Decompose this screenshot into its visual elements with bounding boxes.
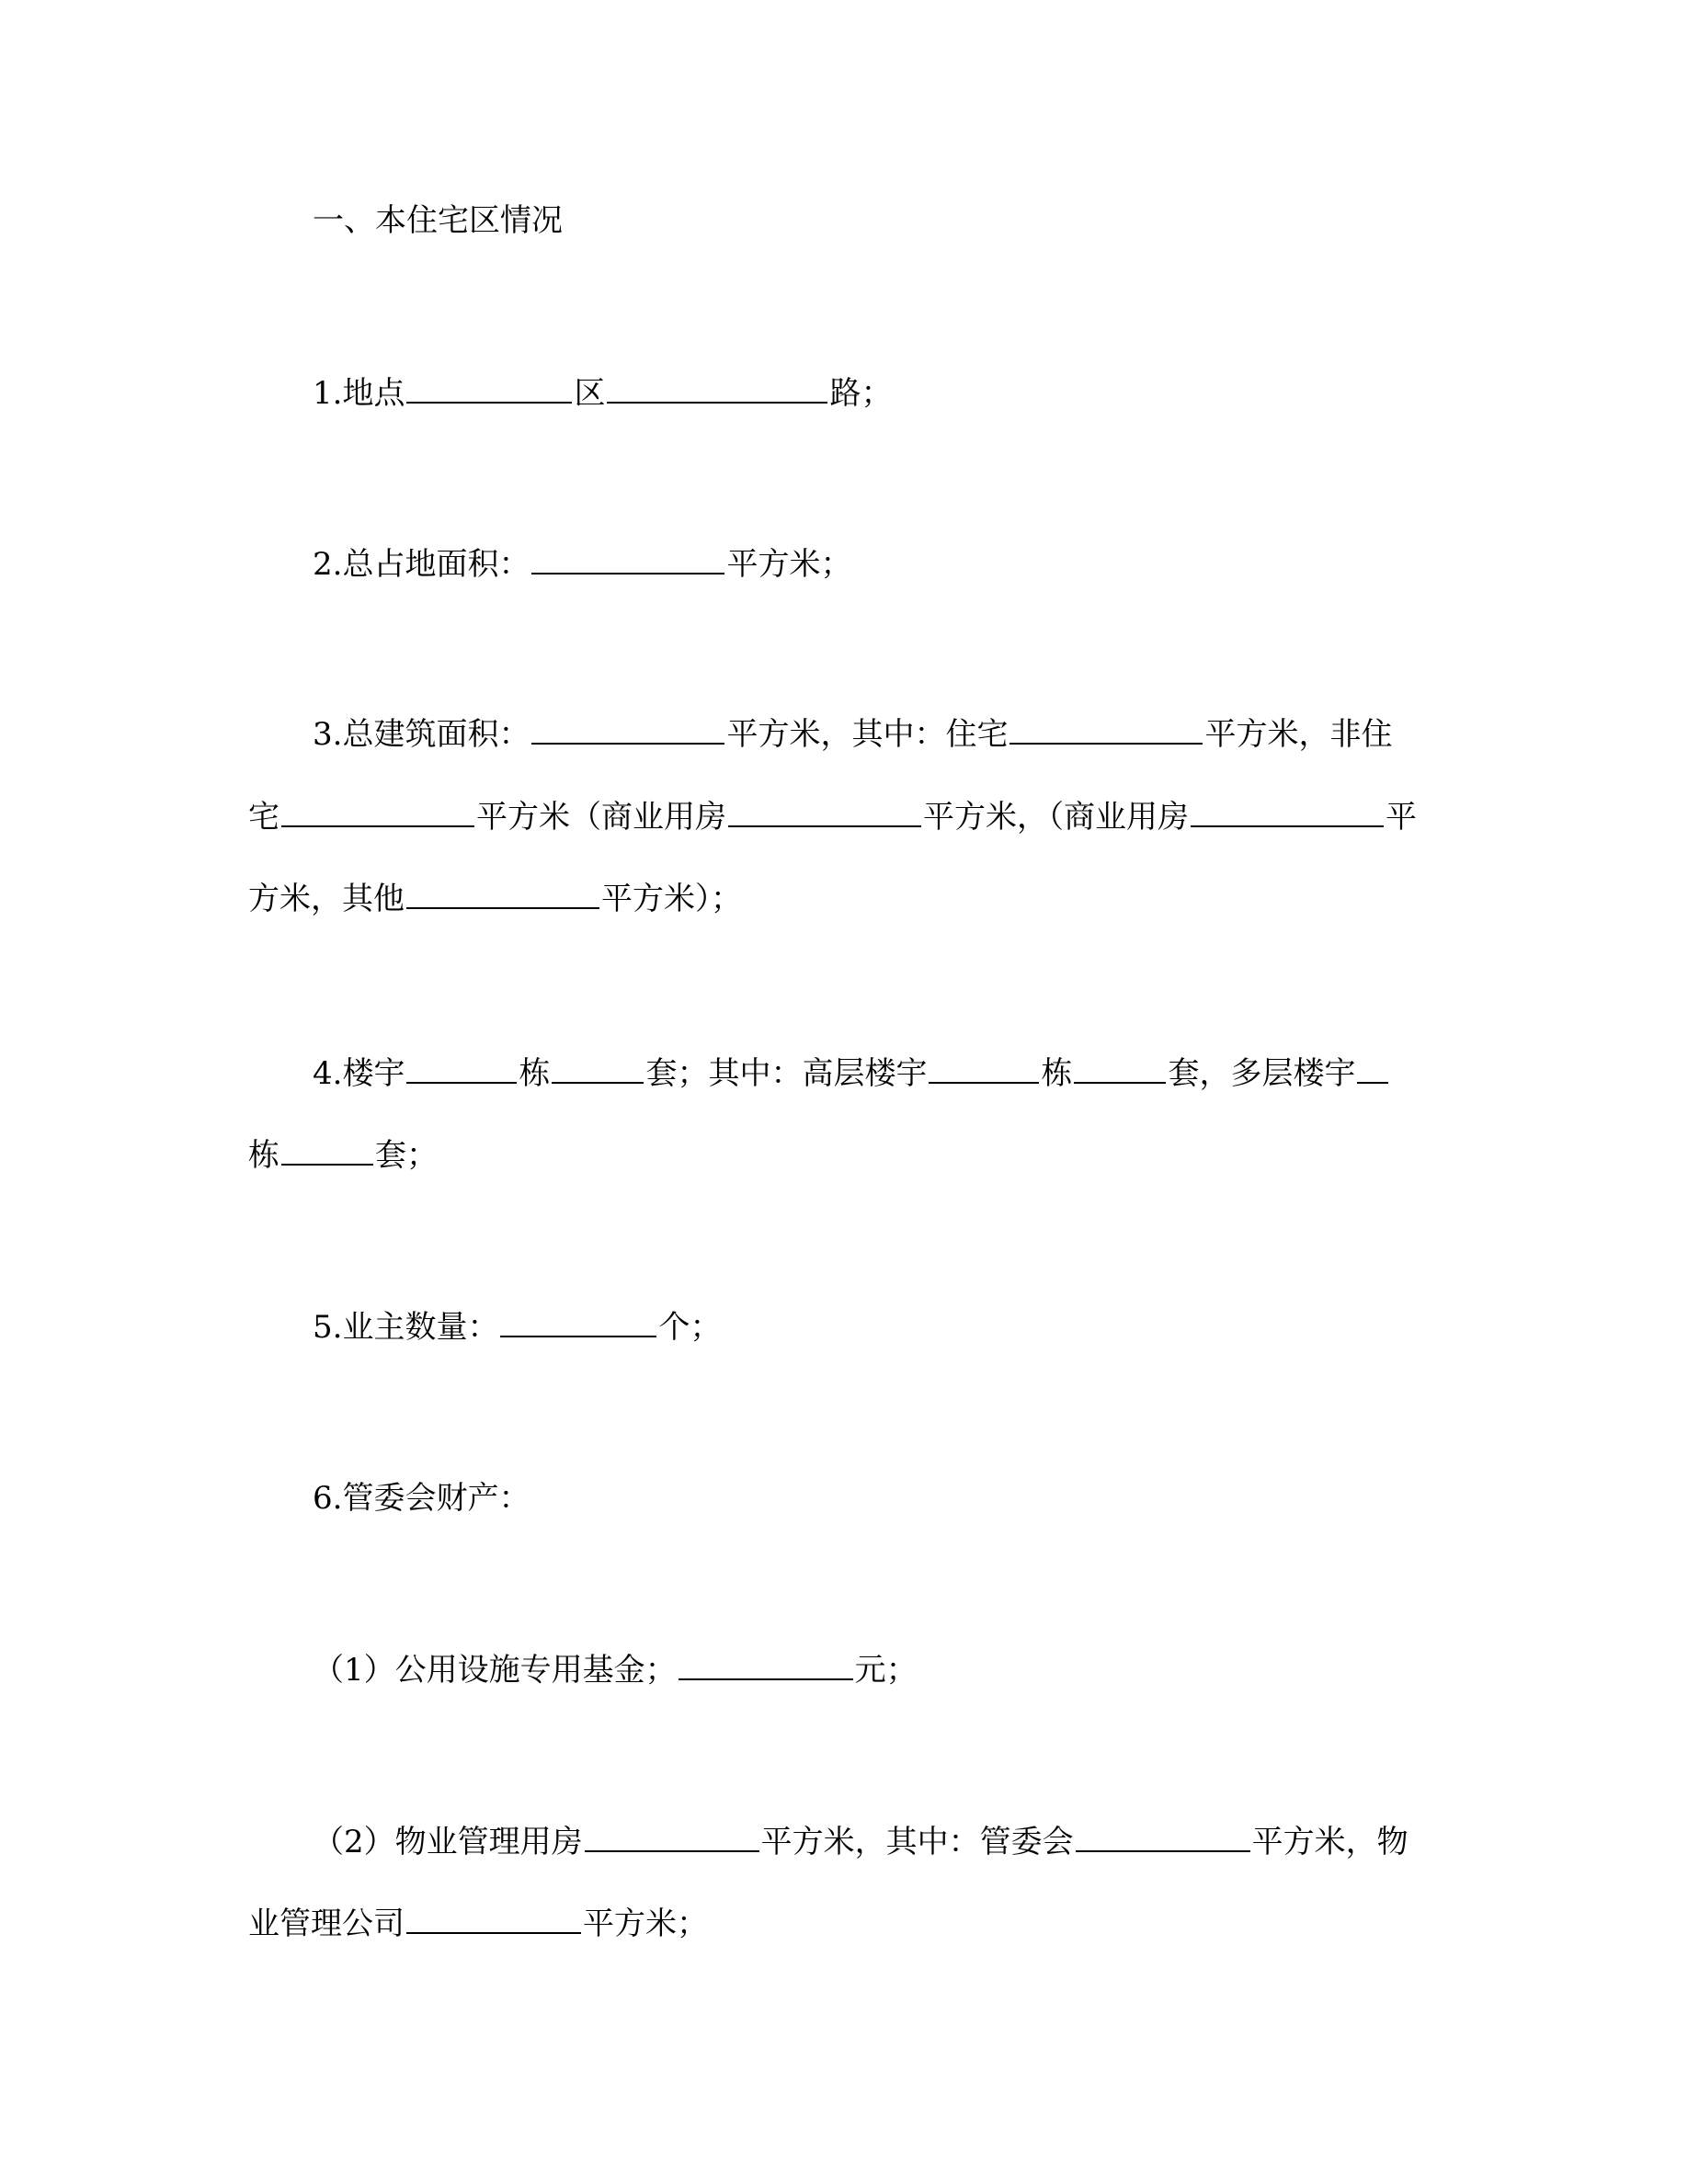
- subitem-public-fund: [313, 1649, 1499, 1690]
- label: 栋: [248, 1137, 279, 1174]
- label: 5.业主数量：: [313, 1309, 499, 1346]
- blank-multistory-unit-count[interactable]: [281, 1134, 373, 1166]
- section-heading: [313, 200, 1499, 241]
- item-land-area: [313, 543, 1499, 585]
- blank-committee-area[interactable]: [1076, 1821, 1250, 1852]
- label: 平方米；: [583, 1905, 708, 1942]
- label: 平方米，（商业用房: [923, 799, 1189, 836]
- item-building-area-line2: [248, 796, 1434, 837]
- label: 套，多层楼宇: [1168, 1055, 1356, 1092]
- blank-nonresidential-area[interactable]: [281, 796, 474, 827]
- label: （1）公用设施专用基金；: [313, 1652, 677, 1689]
- label: 4.楼宇: [313, 1055, 405, 1092]
- label: （2）物业管理用房: [313, 1824, 583, 1860]
- subitem-management-room-line1: [313, 1821, 1499, 1862]
- item-buildings-line1: [313, 1052, 1499, 1094]
- blank-other-area[interactable]: [406, 878, 599, 909]
- heading-text: 一、本住宅区情况: [313, 202, 563, 239]
- blank-building-area[interactable]: [531, 713, 724, 745]
- blank-company-area[interactable]: [406, 1903, 581, 1934]
- blank-fund-amount[interactable]: [679, 1649, 853, 1680]
- label: 平方米，其中：管委会: [760, 1824, 1074, 1860]
- blank-land-area[interactable]: [531, 543, 724, 574]
- subitem-management-room-line2: [248, 1903, 1434, 1944]
- label: 宅: [248, 799, 279, 836]
- blank-management-room-area[interactable]: [585, 1821, 759, 1852]
- blank-commercial-area-1[interactable]: [728, 796, 921, 827]
- label: 个；: [658, 1309, 722, 1346]
- blank-owner-count[interactable]: [500, 1306, 656, 1337]
- label: 栋: [1041, 1055, 1073, 1092]
- label: 业管理公司: [248, 1905, 405, 1942]
- label: 平方米）；: [601, 881, 742, 917]
- label: 平方米（商业用房: [476, 799, 726, 836]
- blank-residential-area[interactable]: [1009, 713, 1203, 745]
- label: 3.总建筑面积：: [313, 716, 530, 753]
- blank-unit-count[interactable]: [552, 1052, 644, 1084]
- blank-highrise-building-count[interactable]: [929, 1052, 1039, 1084]
- label: 2.总占地面积：: [313, 546, 530, 583]
- blank-district[interactable]: [406, 372, 572, 404]
- label: 区: [574, 375, 606, 412]
- label: 方米，其他: [248, 881, 405, 917]
- item-committee-property: [313, 1478, 1499, 1519]
- item-location: [313, 372, 1499, 414]
- item-buildings-line2: [248, 1134, 1434, 1176]
- item-building-area-line3: [248, 878, 1434, 919]
- label: 元；: [854, 1652, 918, 1689]
- label: 路；: [829, 375, 893, 412]
- item-owner-count: [313, 1306, 1499, 1348]
- label: 套；其中：高层楼宇: [645, 1055, 928, 1092]
- label: 平方米，非住: [1204, 716, 1393, 753]
- label: 栋: [519, 1055, 551, 1092]
- label: 套；: [375, 1137, 438, 1174]
- blank-highrise-unit-count[interactable]: [1074, 1052, 1166, 1084]
- label: 平方米，物: [1251, 1824, 1409, 1860]
- label: 平: [1386, 799, 1417, 836]
- label: 平方米，其中：住宅: [726, 716, 1009, 753]
- blank-building-count[interactable]: [406, 1052, 517, 1084]
- item-building-area-line1: [313, 713, 1499, 755]
- blank-road[interactable]: [607, 372, 827, 404]
- blank-commercial-area-2[interactable]: [1191, 796, 1384, 827]
- label: 6.管委会财产：: [313, 1480, 530, 1517]
- blank-multistory-building-count[interactable]: [1357, 1052, 1388, 1084]
- label: 1.地点: [313, 375, 405, 412]
- label: 平方米；: [726, 546, 852, 583]
